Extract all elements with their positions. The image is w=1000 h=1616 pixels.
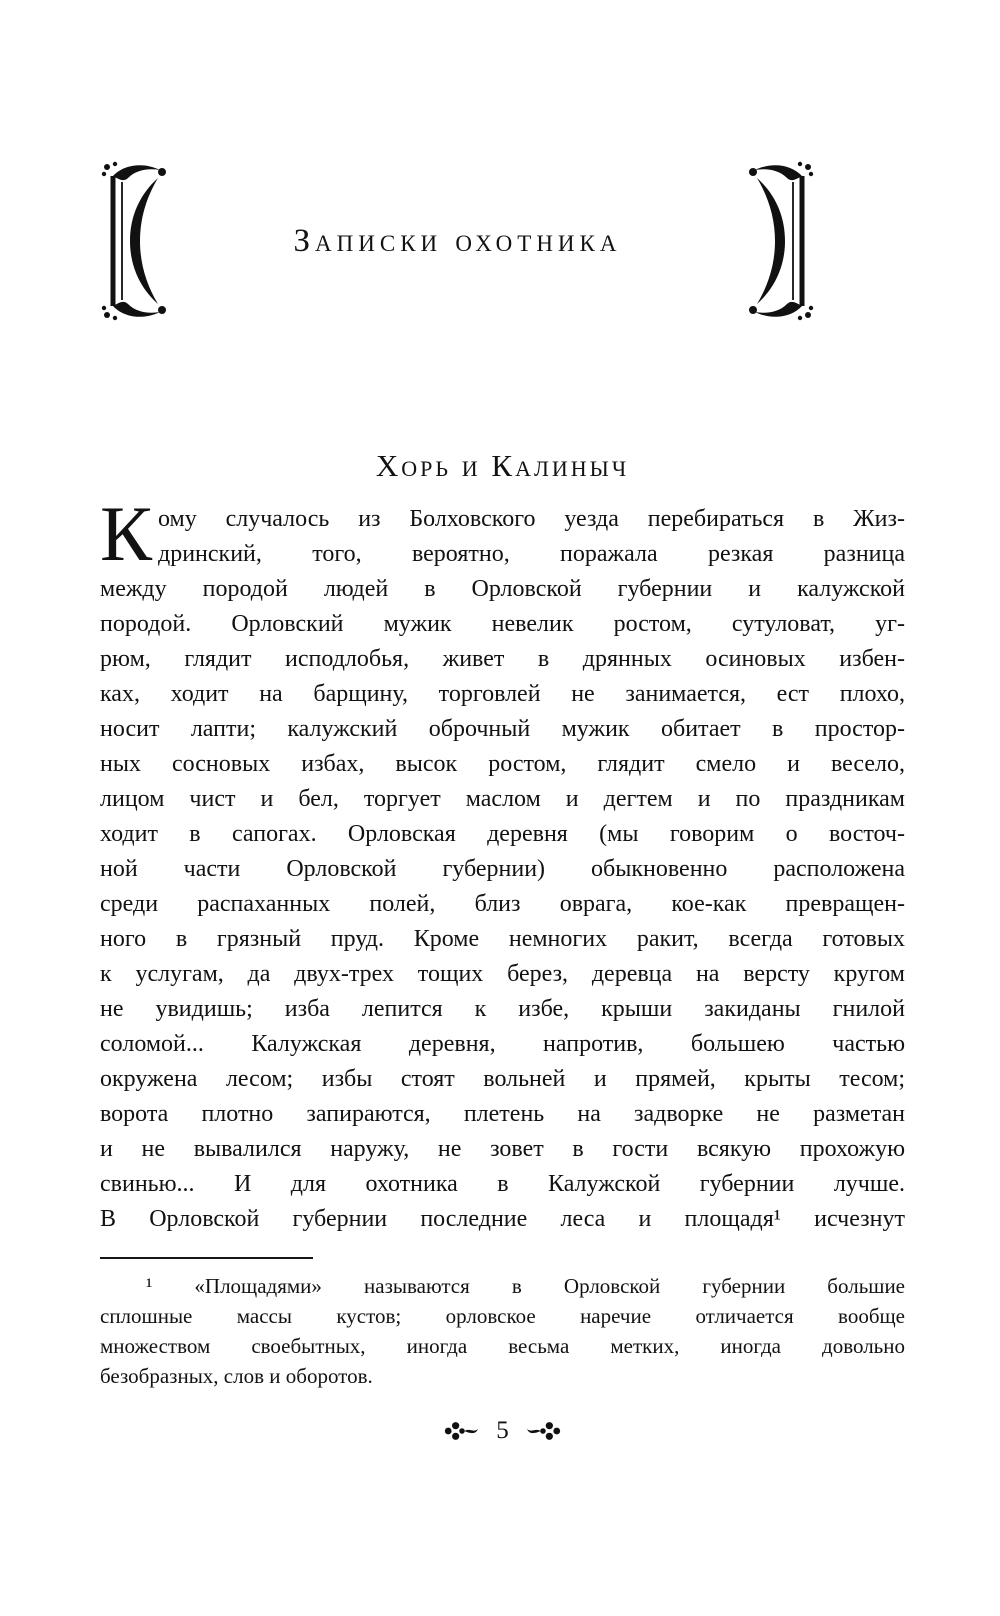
book-title: Записки охотника: [293, 222, 622, 259]
page-footer: [100, 1417, 905, 1445]
footnote-separator: [100, 1257, 313, 1259]
text-line: рюм, глядит исподлобья, живет в дрянных осиновых избен-: [100, 646, 905, 672]
text-line: носит лапти; калужский оброчный мужик обитает в простор-: [100, 716, 905, 742]
text-line: между породой людей в Орловской губернии и калужской: [100, 576, 905, 602]
text-line: породой. Орловский мужик невелик ростом, сутуловат, уг-: [100, 611, 905, 637]
footnote: [100, 1271, 905, 1391]
corner-flourish-left-icon: [100, 160, 200, 322]
text-line: ках, ходит на барщину, торговлей не занимается, ест плохо,: [100, 681, 905, 707]
text-line: соломой... Калужская деревня, напротив, большею частью: [100, 1031, 905, 1057]
body-text: [100, 490, 905, 1237]
text-line: среди распаханных полей, близ оврага, кое-как превращен-: [100, 891, 905, 917]
text-line: ной части Орловской губернии) обыкновенно расположена: [100, 856, 905, 882]
footnote-line: множеством своебытных, иногда весьма метких, иногда довольно: [100, 1334, 905, 1358]
footnote-line: сплошные массы кустов; орловское наречие отличается вообще: [100, 1304, 905, 1328]
text-line: лицом чист и бел, торгует маслом и дегтем и по праздникам: [100, 786, 905, 812]
text-line: к услугам, да двух-трех тощих берез, деревца на версту кругом: [100, 961, 905, 987]
chapter-title: Хорь и Калиныч: [375, 448, 630, 483]
text-line: ного в грязный пруд. Кроме немногих ракит, всегда готовых: [100, 926, 905, 952]
text-line: и не вывалился наружу, не зовет в гости всякую прохожую: [100, 1136, 905, 1162]
page-number: 5: [496, 1417, 509, 1444]
text-line: ных сосновых избах, высок ростом, глядит смело и весело,: [100, 751, 905, 777]
footnote-line: ¹ «Площадями» называются в Орловской губернии большие: [146, 1274, 905, 1298]
drop-cap: К: [100, 490, 153, 577]
footnote-line: безобразных, слов и оборотов.: [100, 1364, 373, 1388]
fleuron-right-icon: [525, 1419, 561, 1443]
text-line: В Орловской губернии последние леса и площадя¹ исчезнут: [100, 1206, 905, 1232]
text-line: окружена лесом; избы стоят вольней и прямей, крыты тесом;: [100, 1066, 905, 1092]
corner-flourish-right-icon: [715, 160, 815, 322]
text-line: ворота плотно запираются, плетень на задворке не разметан: [100, 1101, 905, 1127]
text-line: ому случалось из Болховского уезда перебираться в Жиз-: [158, 506, 905, 532]
text-line: ходит в сапогах. Орловская деревня (мы говорим о восточ-: [100, 821, 905, 847]
text-line: дринский, того, вероятно, поражала резкая разница: [158, 541, 905, 567]
text-line: свинью... И для охотника в Калужской губернии лучше.: [100, 1171, 905, 1197]
text-line: не увидишь; изба лепится к избе, крыши закиданы гнилой: [100, 996, 905, 1022]
fleuron-left-icon: [444, 1419, 480, 1443]
page-header: [100, 160, 815, 322]
